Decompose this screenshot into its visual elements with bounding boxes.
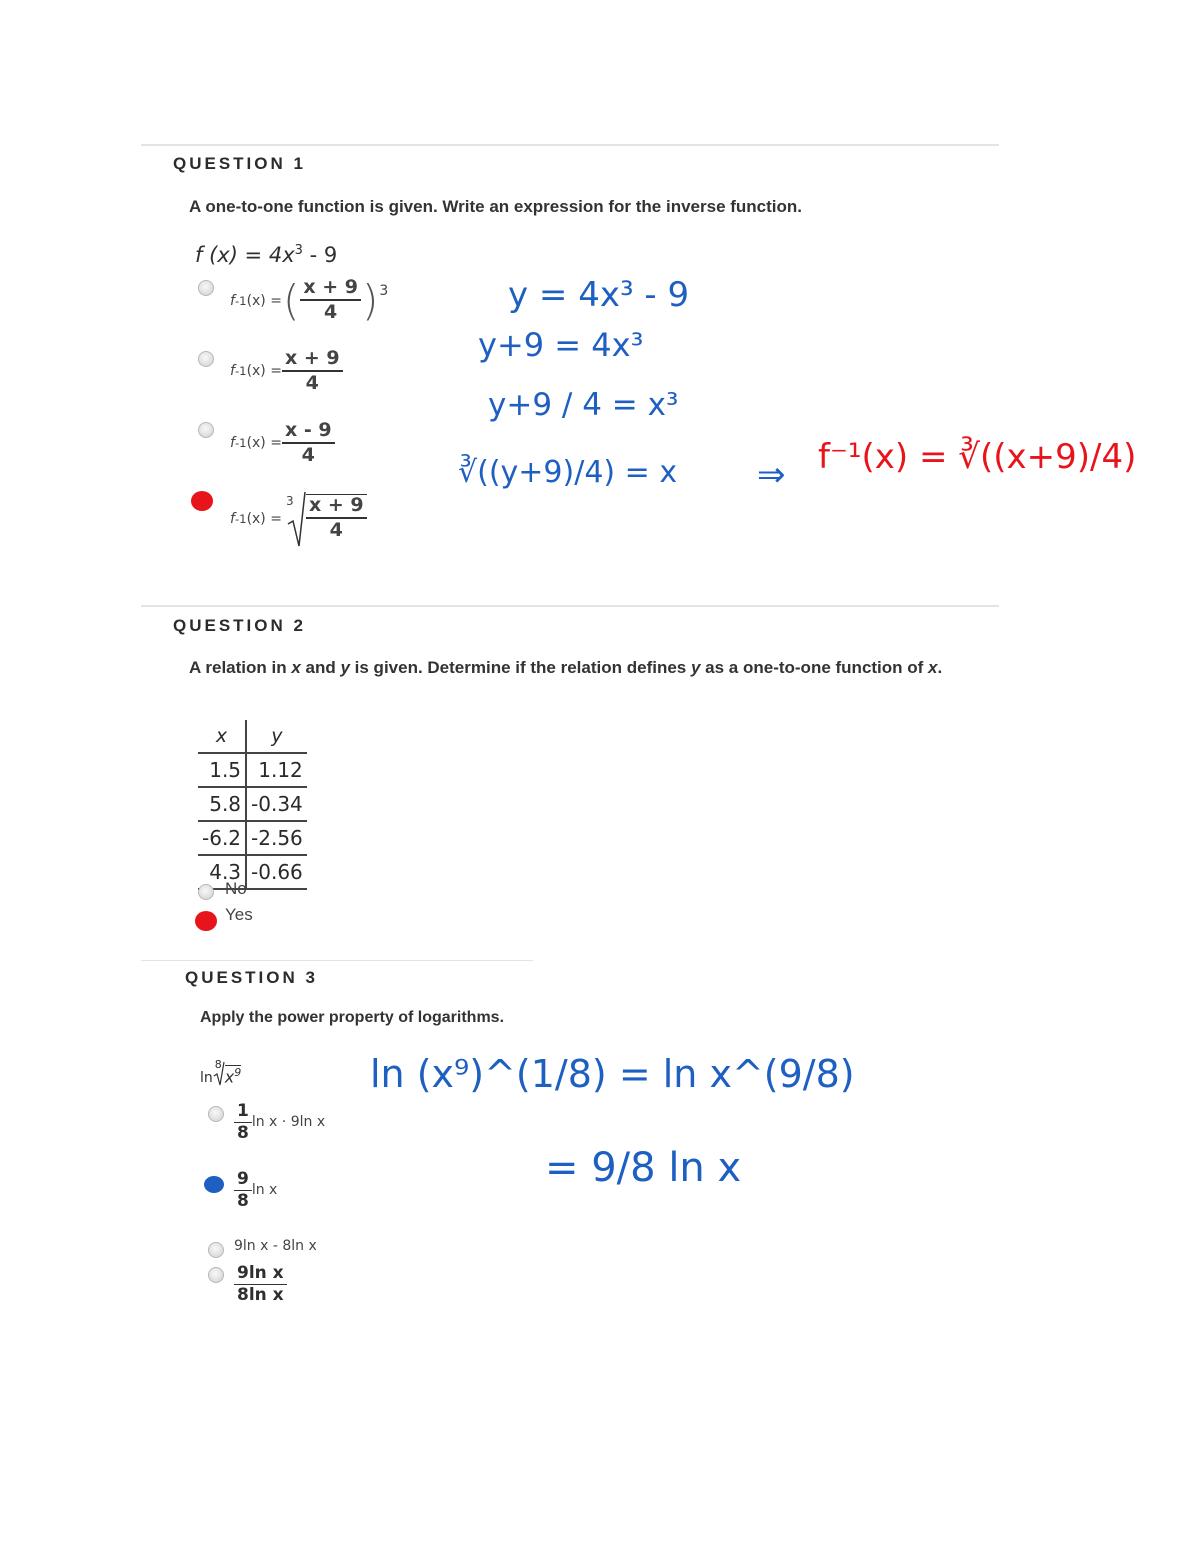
q3-option-d-label[interactable]: $\frac{\text{9ln x}}{\text{8ln x}}$: [234, 1264, 287, 1305]
hw-line-1: y = 4x³ - 9: [508, 275, 690, 315]
q2-option-yes-label[interactable]: Yes: [225, 905, 253, 924]
question-1-function: f $(x) = 4x^3 - 9$: [195, 243, 338, 267]
table-row: [198, 855, 307, 889]
table-cell: -6.2: [198, 821, 246, 855]
q1-option-d-label[interactable]: f -1 (x) = 3 $\frac{x + 9}{4}$: [230, 490, 367, 548]
question-2-prompt: A relation in x and y is given. Determine if the relation defines y as a one-to-one function of x.: [189, 658, 943, 677]
table-row: [198, 753, 307, 787]
table-cell: -2.56: [246, 821, 307, 855]
q3-option-a-radio[interactable]: [208, 1106, 224, 1122]
q3-expression: ln 8 $x^9$: [200, 1058, 242, 1086]
question-3-divider: [141, 960, 533, 961]
q3-option-a-label[interactable]: $\frac{1}{8}$ ln x · 9ln x: [234, 1102, 325, 1143]
table-row: [198, 787, 307, 821]
q3-handwritten-line-1: ln (x⁹)^(1/8) = ln x^(9/8): [370, 1052, 855, 1096]
question-1-prompt: A one-to-one function is given. Write an expression for the inverse function.: [189, 197, 803, 216]
q3-option-c-label[interactable]: 9ln x - 8ln x: [234, 1238, 317, 1254]
q3-option-c-radio[interactable]: [208, 1242, 224, 1258]
question-2-divider: [141, 605, 999, 607]
question-1-heading: QUESTION 1: [173, 154, 306, 173]
q2-option-no-radio[interactable]: [198, 884, 214, 900]
question-3-heading: QUESTION 3: [185, 968, 318, 987]
table-cell: -0.66: [246, 855, 307, 889]
q1-option-c-label[interactable]: f -1 (x) = $\frac{x - 9}{4}$: [230, 420, 335, 467]
q1-option-a-radio[interactable]: [198, 280, 214, 296]
table-header-row: [198, 720, 307, 753]
q1-option-d-radio-selected[interactable]: [191, 491, 213, 511]
table-cell: 1.12: [246, 753, 307, 787]
q2-option-yes-radio-selected[interactable]: [195, 911, 217, 931]
q1-option-b-radio[interactable]: [198, 351, 214, 367]
q1-option-b-label[interactable]: f -1 (x) = $\frac{x + 9}{4}$: [230, 348, 343, 395]
xy-relation-table: [198, 720, 307, 890]
q1-handwritten-arrow: ⇒: [757, 455, 786, 495]
q3-option-d-radio[interactable]: [208, 1267, 224, 1283]
table-row: [198, 821, 307, 855]
table-cell: -0.34: [246, 787, 307, 821]
q1-handwritten-answer: f⁻¹(x) = ∛((x+9)/4): [818, 437, 1137, 477]
q3-option-b-label[interactable]: $\frac{9}{8}$ ln x: [234, 1170, 277, 1211]
hw-line-3: y+9 / 4 = x³: [488, 387, 679, 423]
table-header-x: x: [198, 720, 246, 753]
q1-handwritten-work: [450, 270, 690, 540]
question-1-divider: [141, 144, 999, 146]
q1-option-a-label[interactable]: f -1 (x) = ( $\frac{x + 9}{4}$ ) 3: [230, 276, 389, 325]
table-cell: 5.8: [198, 787, 246, 821]
q3-handwritten-line-2: = 9/8 ln x: [545, 1145, 742, 1191]
hw-line-2: y+9 = 4x³: [478, 326, 644, 364]
question-2-heading: QUESTION 2: [173, 616, 306, 635]
hw-line-4: ∛((y+9)/4) = x: [458, 455, 678, 490]
q2-option-no-label[interactable]: No: [225, 879, 247, 898]
table-header-y: y: [246, 720, 307, 753]
q1-option-c-radio[interactable]: [198, 422, 214, 438]
q3-option-b-radio-selected[interactable]: [204, 1176, 224, 1193]
question-3-prompt: Apply the power property of logarithms.: [200, 1009, 505, 1026]
table-cell: 4.3: [198, 855, 246, 889]
table-cell: 1.5: [198, 753, 246, 787]
